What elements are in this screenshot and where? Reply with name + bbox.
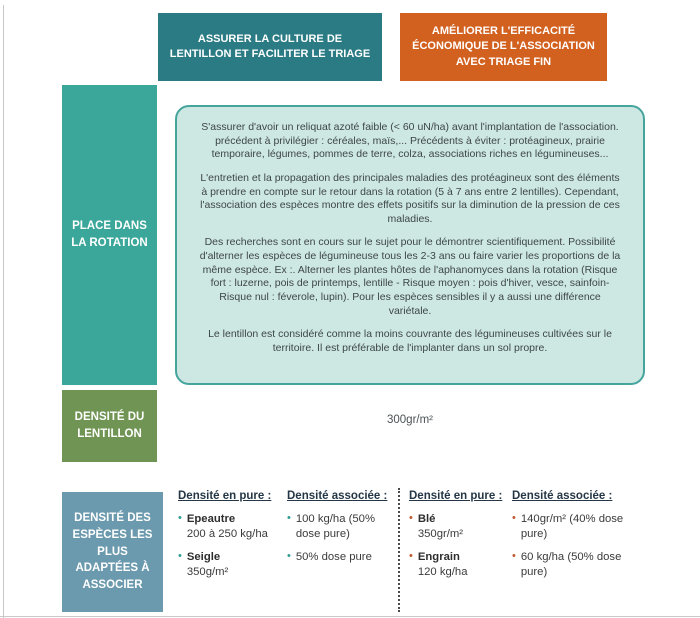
bullet-icon: • — [512, 512, 516, 524]
goal-header-culture-label: ASSURER LA CULTURE DE LENTILLON ET FACILITER LE TRIAGE — [169, 32, 371, 60]
rotation-paragraph-4: Le lentillon est considéré comme la moins couvrante des légumineuses cultivées sur le territoire. Il est préférable de l'implanter dans un sol propre. — [208, 328, 612, 354]
rotation-paragraph-1: S'assurer d'avoir un reliquat azoté faible (< 60 uN/ha) avant l'implantation de l'association. précédent à privilégier : céréales, maïs,... Précédents à éviter : protéagineux, prairie temporaire, légumes, pommes de terre, colza, associations riches en légumineuses... — [201, 121, 619, 161]
column-left-associee — [287, 490, 392, 574]
sidebar-densite-lentillon — [62, 390, 157, 462]
bullet-icon: • — [409, 550, 413, 563]
bullet-icon: • — [287, 512, 291, 524]
list-item — [512, 512, 628, 541]
species-density: 350g/m² — [186, 566, 229, 579]
goal-header-efficacite-label: AMÉLIORER L'EFFICACITÉ ÉCONOMIQUE DE L'ASSOCIATION AVEC TRIAGE FIN — [412, 24, 595, 68]
bullet-icon: • — [287, 550, 291, 563]
list-item — [178, 512, 281, 541]
bullet-icon: • — [409, 512, 413, 524]
column-right-associee — [512, 490, 628, 589]
bullet-icon: • — [512, 550, 516, 563]
species-name: Engrain — [417, 551, 460, 564]
bullet-icon: • — [178, 512, 182, 524]
page-left-border — [3, 5, 4, 618]
species-density: 120 kg/ha — [417, 566, 468, 579]
column-left-associee-header: Densité associée : — [287, 490, 388, 502]
column-right-pure — [409, 490, 506, 589]
goal-header-efficacite — [400, 13, 607, 81]
species-name: Seigle — [186, 551, 221, 564]
species-name: Blé — [417, 513, 436, 525]
column-left-pure-header: Densité en pure : — [178, 490, 272, 502]
list-item — [287, 550, 392, 565]
list-item — [409, 550, 506, 579]
bullet-icon: • — [178, 550, 182, 563]
page-bottom-border — [0, 616, 700, 617]
column-left-pure — [178, 490, 281, 589]
species-density: 350gr/m² — [417, 527, 464, 540]
sidebar-place-rotation — [62, 85, 157, 385]
goal-header-culture — [158, 13, 382, 81]
rotation-paragraph-3: Des recherches sont en cours sur le sujet pour le démontrer scientifiquement. Possibilité d'alterner les espèces de légumineuse tous les 2-3 ans ou faire varier les proportions de la même espèce. Ex :. Alterner les plantes hôtes de l'aphanomyces dans la rotation (Risque fort : luzerne, pois de printemps, lentille - Risque moyen : pois d'hiver, vesce, sainfoin- Risque nul : féverole, lupin). Pour les espèces sensibles il y a aussi une différence variétale. — [199, 236, 621, 317]
sidebar-densite-especes — [62, 492, 163, 612]
rotation-paragraph-2: L'entretien et la propagation des principales maladies des protéagineux sont des éléments à prendre en compte sur le retour dans la rotation (5 à 7 ans entre 2 lentilles). Cependant, l'association des espèces montre des effets positifs sur la diminution de la pression de ces maladies. — [200, 171, 620, 225]
rotation-info-panel — [175, 105, 645, 385]
associated-density: 140gr/m² (40% dose pure) — [520, 513, 624, 540]
column-right-pure-header: Densité en pure : — [409, 490, 503, 502]
species-name: Epeautre — [186, 513, 236, 525]
sidebar-densite-especes-label: DENSITÉ DES ESPÈCES LES PLUS ADAPTÉES À ASSOCIER — [72, 512, 153, 591]
associated-density: 50% dose pure — [295, 551, 372, 564]
list-item — [287, 512, 392, 541]
associated-density: 60 kg/ha (50% dose pure) — [520, 551, 622, 579]
associated-density: 100 kg/ha (50% dose pure) — [295, 513, 375, 540]
column-right-associee-header: Densité associée : — [512, 490, 613, 502]
group-divider — [398, 488, 400, 612]
list-item — [409, 512, 506, 541]
sidebar-densite-lentillon-label: DENSITÉ DU LENTILLON — [74, 411, 145, 440]
list-item — [512, 550, 628, 579]
list-item — [178, 550, 281, 579]
sidebar-place-rotation-label: PLACE DANS LA ROTATION — [71, 220, 148, 249]
densite-lentillon-value: 300gr/m² — [386, 414, 434, 426]
species-density: 200 à 250 kg/ha — [186, 527, 268, 540]
